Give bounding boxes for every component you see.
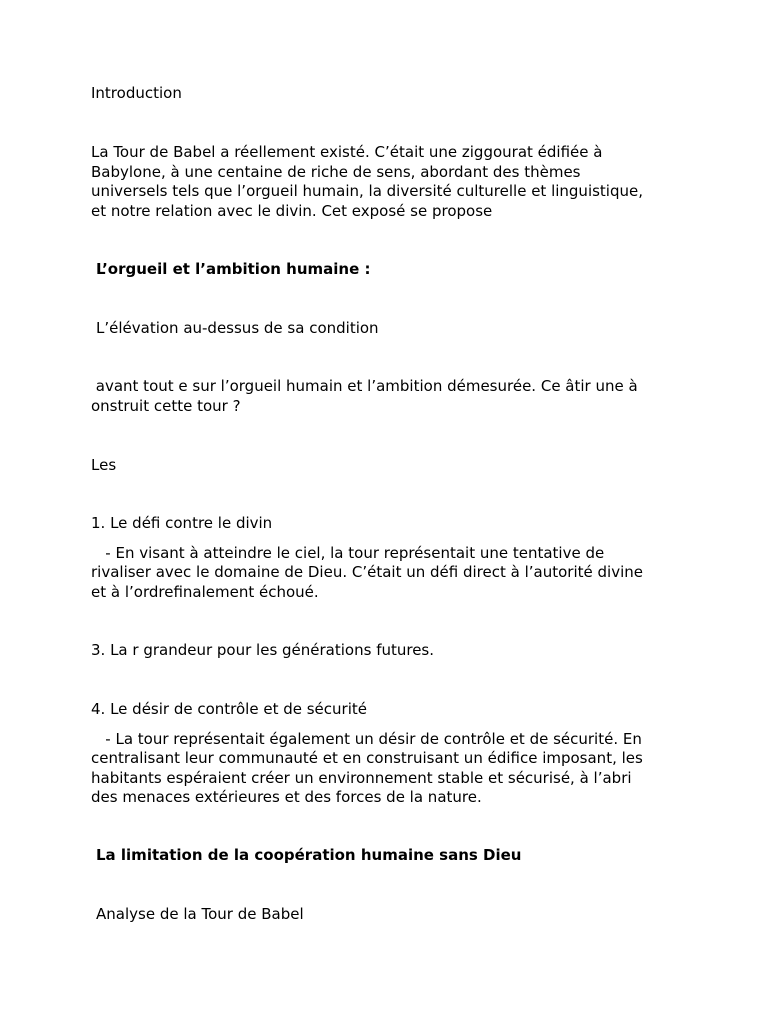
item1-text-line: - En visant à atteindre le ciel, la tour représentait une tentative de [91, 543, 605, 562]
para1-line: universels tels que l’orgueil humain, la diversité culturelle et linguistique, [91, 182, 643, 201]
subheading-elevation: L’élévation au-dessus de sa condition [96, 319, 379, 337]
para1-line: La Tour de Babel a réellement existé. C’était une ziggourat édifiée à [91, 143, 603, 161]
section-heading-orgueil: L’orgueil et l’ambition humaine : [96, 260, 371, 278]
para1-line: et notre relation avec le divin. Cet exposé se propose [91, 201, 493, 220]
les-line: Les [91, 456, 117, 474]
intro-heading: Introduction [91, 84, 182, 102]
item4-text-line: des menaces extérieures et des forces de la nature. [91, 788, 482, 807]
item1-text-line: et à l’ordrefinalement échoué. [91, 582, 319, 601]
item4-text-line: - La tour représentait également un désir de contrôle et de sécurité. En [91, 729, 642, 748]
item3-title: 3. La r grandeur pour les générations futures. [91, 641, 435, 659]
para2-line: onstruit cette tour ? [91, 396, 241, 415]
subheading-analyse: Analyse de la Tour de Babel [96, 905, 304, 923]
para1-line: Babylone, à une centaine de riche de sens, abordant des thèmes [91, 162, 581, 181]
para2-line: avant tout e sur l’orgueil humain et l’ambition démesurée. Ce âtir une à [91, 377, 638, 395]
item1-title: 1. Le défi contre le divin [91, 514, 273, 532]
section-heading-limitation: La limitation de la coopération humaine sans Dieu [96, 846, 522, 864]
item1-text-line: rivaliser avec le domaine de Dieu. C’était un défi direct à l’autorité divine [91, 563, 643, 582]
item4-text-line: habitants espéraient créer un environnement stable et sécurisé, à l’abri [91, 768, 632, 787]
item4-title: 4. Le désir de contrôle et de sécurité [91, 700, 367, 718]
item4-text-line: centralisant leur communauté et en construisant un édifice imposant, les [91, 749, 643, 768]
